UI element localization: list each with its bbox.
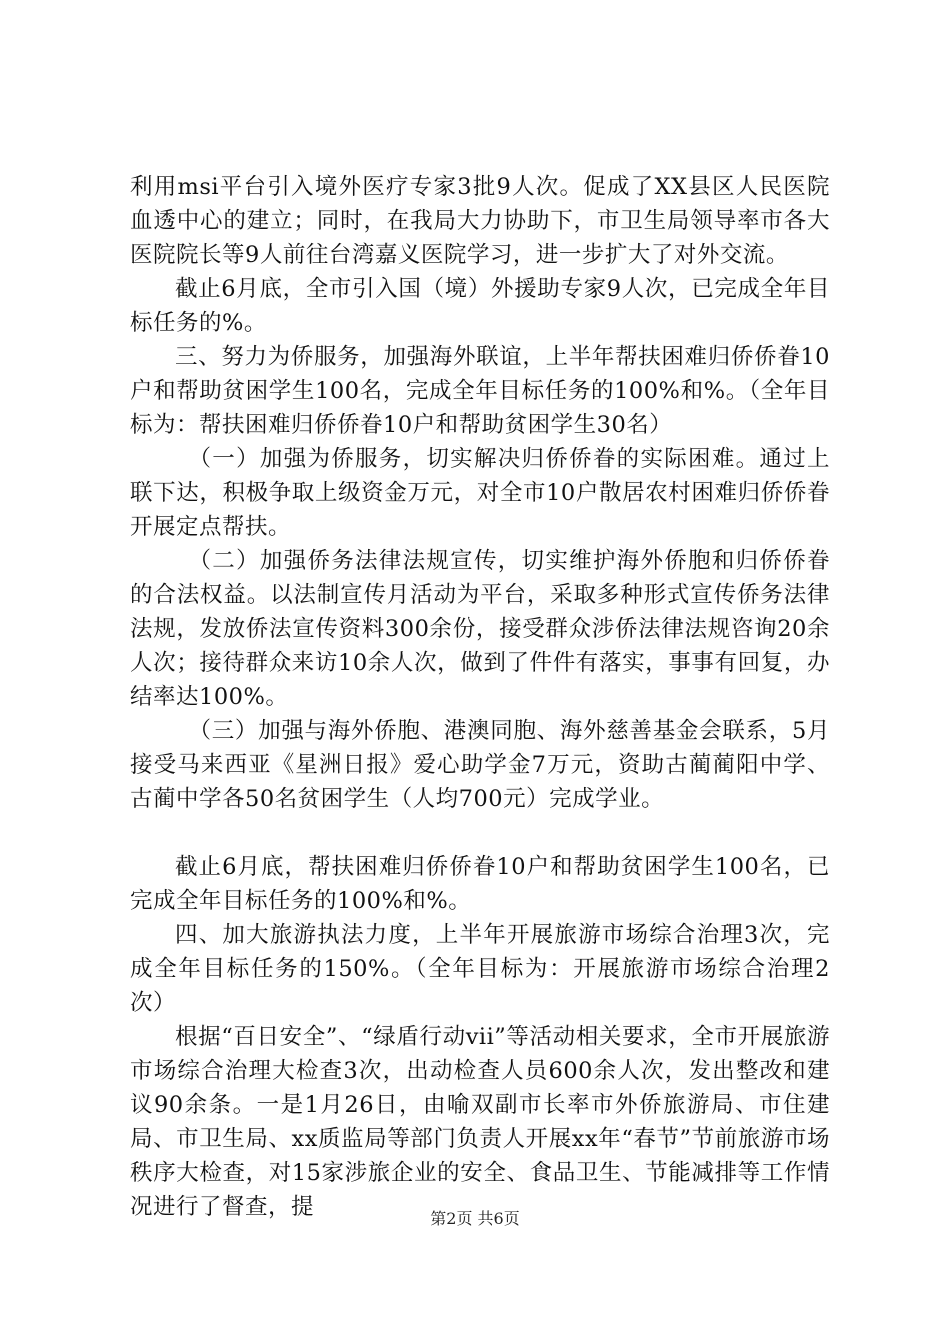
paragraph-gap <box>130 816 830 850</box>
paragraph-subsection-one: （一）加强为侨服务，切实解决归侨侨眷的实际困难。通过上联下达，积极争取上级资金万元，对全市10户散居农村困难归侨侨眷开展定点帮扶。 <box>130 446 830 540</box>
page-number-footer: 第2页 共6页 <box>430 1209 520 1228</box>
paragraph-experts-summary: 截止6月底，全市引入国（境）外援助专家9人次，已完成全年目标任务的%。 <box>130 276 830 336</box>
paragraph-section-three: 三、努力为侨服务，加强海外联谊，上半年帮扶困难归侨侨眷10户和帮助贫困学生100名，完成全年目标任务的100%和%。（全年目标为：帮扶困难归侨侨眷10户和帮助贫困学生30名） <box>130 344 830 438</box>
paragraph-section-four: 四、加大旅游执法力度，上半年开展旅游市场综合治理3次，完成全年目标任务的150%。（全年目标为：开展旅游市场综合治理2次） <box>130 922 830 1016</box>
paragraph-subsection-three: （三）加强与海外侨胞、港澳同胞、海外慈善基金会联系，5月接受马来西亚《星洲日报》爱心助学金7万元，资助古蔺蔺阳中学、古蔺中学各50名贫困学生（人均700元）完成学业。 <box>130 718 830 812</box>
paragraph-medical-experts: 利用msi平台引入境外医疗专家3批9人次。促成了XX县区人民医院血透中心的建立；同时，在我局大力协助下，市卫生局领导率市各大医院院长等9人前往台湾嘉义医院学习，进一步扩大了对外交流。 <box>130 174 830 268</box>
paragraph-aid-summary: 截止6月底，帮扶困难归侨侨眷10户和帮助贫困学生100名，已完成全年目标任务的100%和%。 <box>130 854 830 914</box>
paragraph-subsection-two: （二）加强侨务法律法规宣传，切实维护海外侨胞和归侨侨眷的合法权益。以法制宣传月活动为平台，采取多种形式宣传侨务法律法规，发放侨法宣传资料300余份，接受群众涉侨法律法规咨询20余人次；接待群众来访10余人次，做到了件件有落实，事事有回复，办结率达100%。 <box>130 548 830 710</box>
paragraph-inspections: 根据“百日安全”、“绿盾行动vii”等活动相关要求，全市开展旅游市场综合治理大检查3次，出动检查人员600余人次，发出整改和建议90余条。一是1月26日，由喻双副市长率市外侨旅游局、市住建局、市卫生局、xx质监局等部门负责人开展xx年“春节”节前旅游市场秩序大检查，对15家涉旅企业的安全、食品卫生、节能减排等工作情况进行了督查，提 <box>130 1024 830 1220</box>
document-body <box>130 170 830 1224</box>
